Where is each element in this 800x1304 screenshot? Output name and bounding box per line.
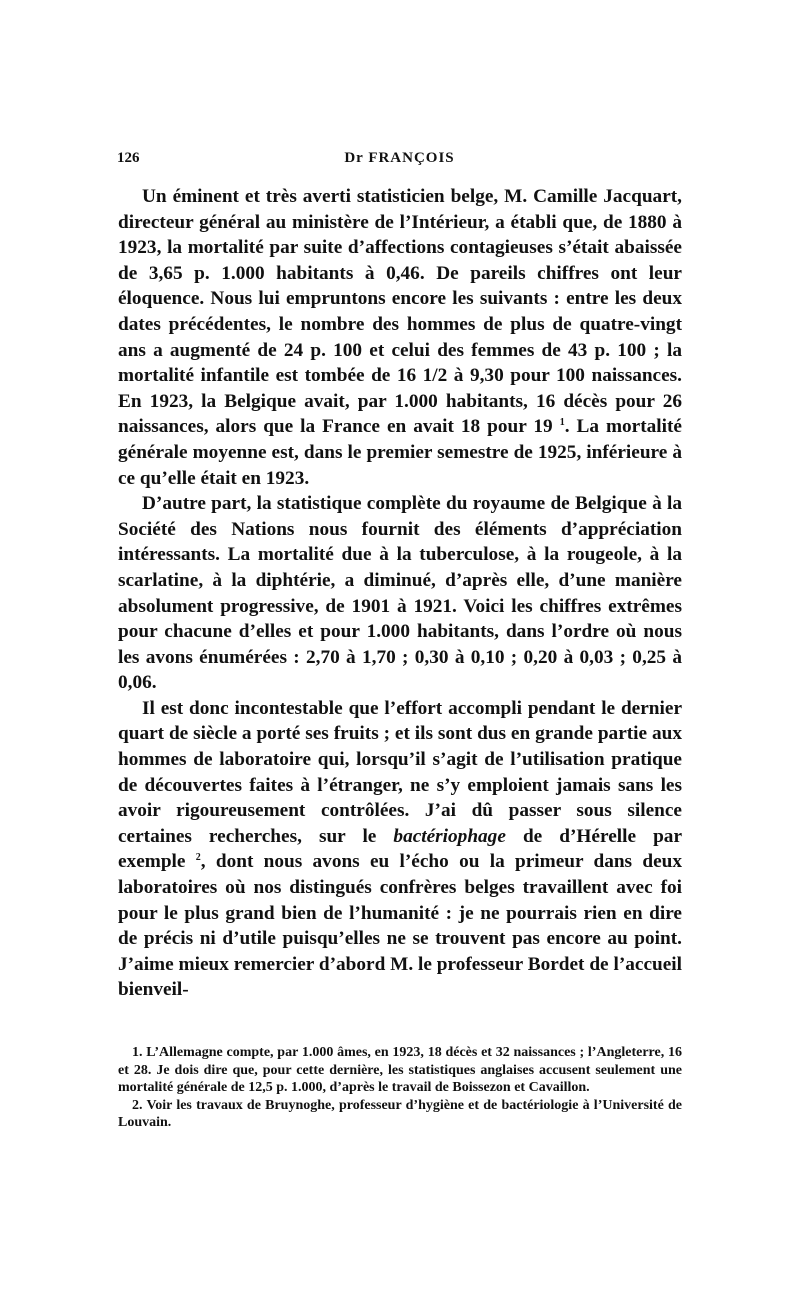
footnote-ref-1: 1: [559, 417, 565, 429]
footnote-2: 2. Voir les travaux de Bruynoghe, professeur d’hygiène et de bactériologie à l’Université de Louvain.: [118, 1097, 682, 1130]
paragraph-3-text: Il est donc incontestable que l’effort accompli pendant le dernier quart de siècle a porté ses fruits ; et ils sont dus en grande partie aux hommes de laboratoire qui, lorsqu’il s’agit de l’utilisation pratique de découvertes faites à l’étranger, ne s’y emploient jamais sans les avoir rigoureusement contrôlées. J’ai dû passer sous silence certaines recherches, sur le: [118, 697, 682, 847]
footnote-1: 1. L’Allemagne compte, par 1.000 âmes, en 1923, 18 décès et 32 naissances ; l’Angleterre, 16 et 28. Je dois dire que, pour cette dernière, les statistiques anglaises accusent seulement une mortalité générale de 12,5 p. 1.000, d’après le travail de Boissezon et Cavaillon.: [118, 1045, 682, 1095]
page-header: [117, 150, 682, 172]
paragraph-2: D’autre part, la statistique complète du royaume de Belgique à la Société des Nations nous fournit des éléments d’appréciation intéressants. La mortalité due à la tuberculose, à la rougeole, à la scarlatine, à la diphtérie, a diminué, d’après elle, d’une manière absolument progressive, de 1901 à 1921. Voici les chiffres extrêmes pour chacune d’elles et pour 1.000 habitants, dans l’ordre où nous les avons énumérées : 2,70 à 1,70 ; 0,30 à 0,10 ; 0,20 à 0,03 ; 0,25 à 0,06.: [118, 493, 682, 694]
paragraph-1: [118, 184, 682, 491]
italic-term: bactériophage: [393, 825, 506, 847]
running-head: Dr FRANÇOIS: [344, 150, 455, 166]
page-number: 126: [117, 150, 140, 166]
paragraph-3: [118, 696, 682, 1003]
paragraph-3-mid: de d’Hérelle par exemple: [118, 825, 682, 873]
body-text: [118, 184, 682, 1003]
paragraph-1-text: Un éminent et très averti statisticien belge, M. Camille Jacquart, directeur général au ministère de l’Intérieur, a établi que, de 1880 à 1923, la mortalité par suite d’affections contagieuses s’était abaissée de 3,65 p. 1.000 habitants à 0,46. De pareils chiffres ont leur éloquence. Nous lui empruntons encore les suivants : entre les deux dates précédentes, le nombre des hommes de plus de quatre-vingt ans a augmenté de 24 p. 100 et celui des femmes de 43 p. 100 ; la mortalité infantile est tombée de 16 1/2 à 9,30 pour 100 naissances. En 1923, la Belgique avait, par 1.000 habitants, 16 décès pour 26 naissances, alors que la France en avait 18 pour 19: [118, 186, 682, 438]
footnotes: [118, 1044, 682, 1132]
paragraph-3-tail: , dont nous avons eu l’écho ou la primeur dans deux laboratoires où nos distingués confrères belges travaillent avec foi pour le plus grand bien de l’humanité : je ne pourrais rien en dire de précis ni d’utile puisqu’elles ne se trouvent pas encore au point. J’aime mieux remercier d’abord M. le professeur Bordet de l’accueil bienveil-: [118, 851, 682, 1001]
paragraph-1-tail: . La mortalité générale moyenne est, dans le premier semestre de 1925, inférieure à ce qu’elle était en 1923.: [118, 416, 682, 489]
footnote-ref-2: 2: [195, 852, 201, 864]
